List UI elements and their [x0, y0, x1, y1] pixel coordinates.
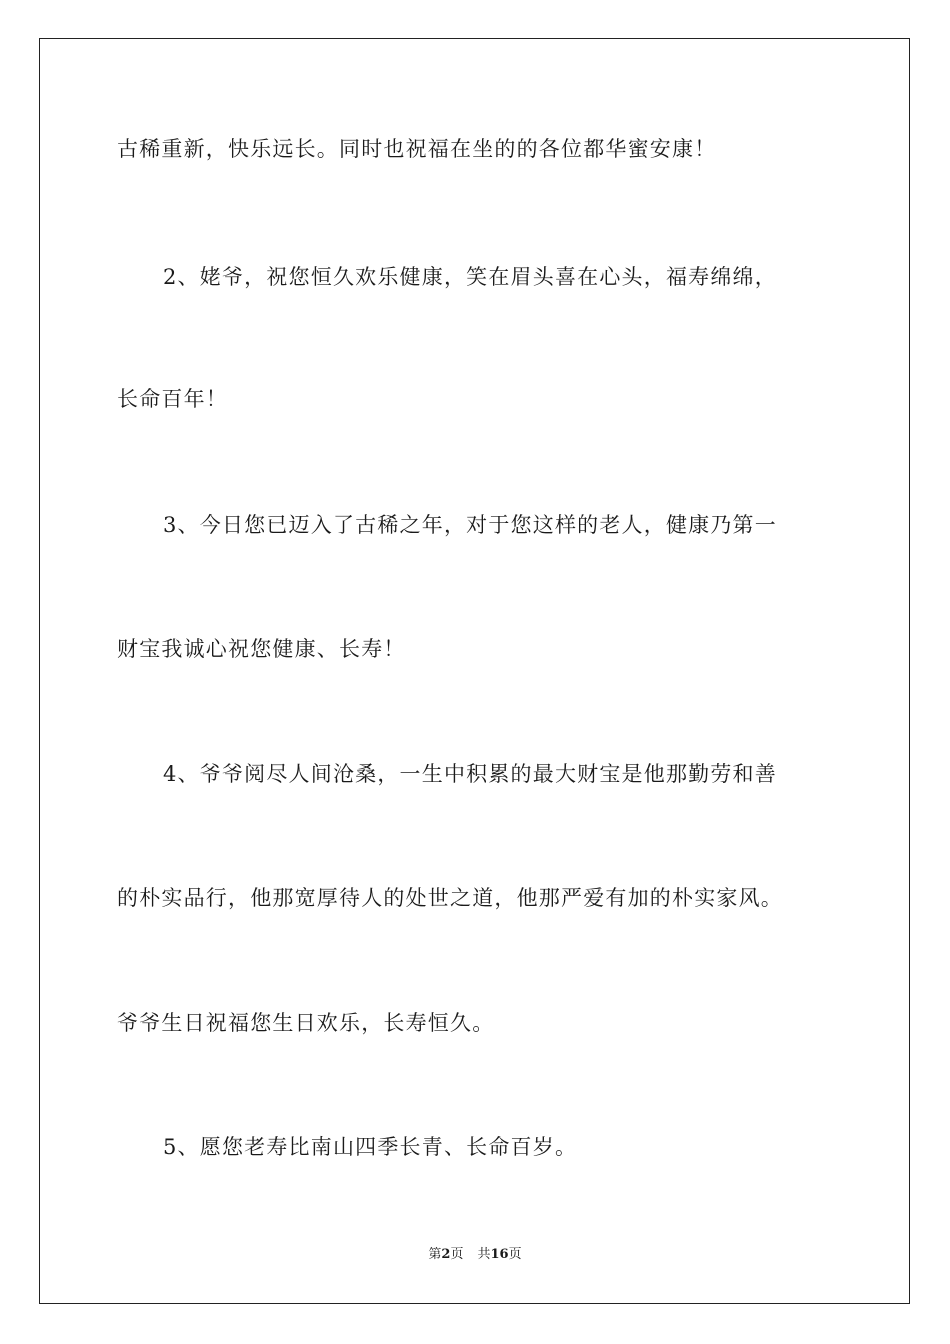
- page-prefix: 第: [428, 1247, 442, 1262]
- total-suffix: 页: [508, 1247, 522, 1262]
- paragraph-line-1: 古稀重新，快乐远长。同时也祝福在坐的的各位都华蜜安康！: [117, 137, 717, 161]
- paragraph-line-5: 财宝我诚心祝您健康、长寿！: [117, 637, 406, 661]
- paragraph-line-3: 长命百年！: [117, 387, 228, 411]
- paragraph-line-4: 3、今日您已迈入了古稀之年，对于您这样的老人，健康乃第一: [163, 513, 777, 537]
- paragraph-line-8: 爷爷生日祝福您生日欢乐，长寿恒久。: [117, 1011, 495, 1035]
- page-suffix: 页: [450, 1247, 464, 1262]
- paragraph-line-9: 5、愿您老寿比南山四季长青、长命百岁。: [163, 1135, 578, 1159]
- page-footer: [0, 1246, 950, 1264]
- total-prefix: 共: [477, 1247, 491, 1262]
- paragraph-line-7: 的朴实品行，他那宽厚待人的处世之道，他那严爱有加的朴实家风。: [117, 886, 783, 910]
- paragraph-line-2: 2、姥爷，祝您恒久欢乐健康，笑在眉头喜在心头，福寿绵绵，: [163, 265, 777, 289]
- page-total: 16: [490, 1247, 509, 1262]
- paragraph-line-6: 4、爷爷阅尽人间沧桑，一生中积累的最大财宝是他那勤劳和善: [163, 762, 777, 786]
- page-current: 2: [441, 1247, 451, 1262]
- page-border: [39, 38, 910, 1304]
